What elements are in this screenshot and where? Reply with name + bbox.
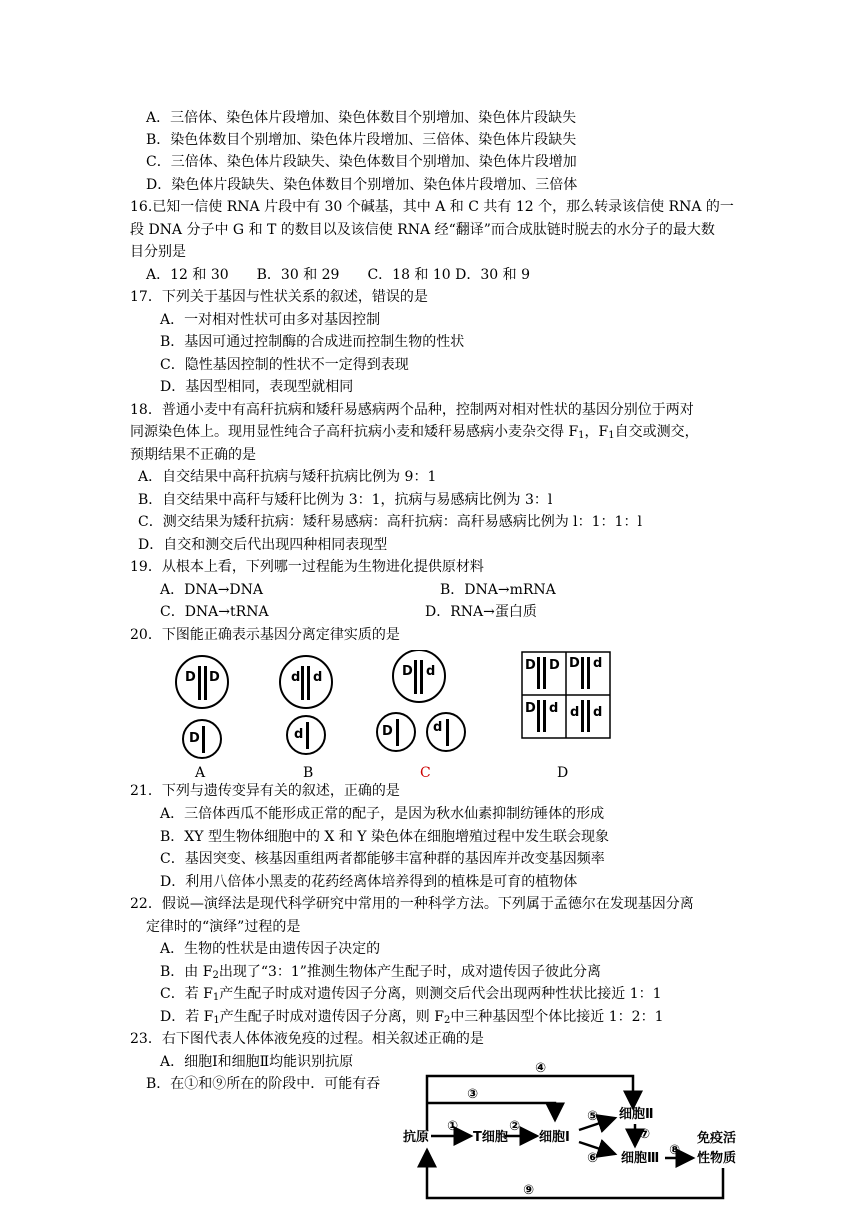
q17-option-b: B．基因可通过控制酶的合成进而控制生物的性状 (160, 334, 465, 350)
gene-label: D (569, 656, 580, 671)
gene-label: d (291, 670, 301, 685)
step-8-marker: ⑧ (669, 1143, 681, 1158)
q23-stem: 23．右下图代表人体体液免疫的过程。相关叙述正确的是 (130, 1031, 484, 1047)
q15-option-a: A．三倍体、染色体片段增加、染色体数目个别增加、染色体片段缺失 (146, 110, 577, 126)
step-3-marker: ③ (467, 1087, 479, 1102)
q16-stem-line1: 16.已知一信使 RNA 片段中有 30 个碱基，其中 A 和 C 共有 12 个，那么转录该信使 RNA 的一 (130, 199, 734, 215)
node-t-cell: T细胞 (473, 1130, 508, 1145)
node-cell-3: 细胞Ⅲ (621, 1151, 660, 1166)
q17-option-c: C．隐性基因控制的性状不一定得到表现 (160, 357, 409, 373)
q17-stem: 17．下列关于基因与性状关系的叙述，错误的是 (130, 289, 428, 305)
q15-option-c: C．三倍体、染色体片段缺失、染色体数目个别增加、染色体片段增加 (146, 154, 577, 170)
q17-option-a: A．一对相对性状可由多对基因控制 (160, 312, 381, 328)
gene-label: d (426, 664, 436, 679)
q20-label-c: C (420, 765, 431, 781)
q22-option-d: D．若 $F_1$产生配子时成对遗传因子分离，则 $F_2$中三种基因型个体比接近 1：2：1 (160, 1009, 664, 1026)
q16-stem-line2: 段 DNA 分子中 G 和 T 的数目以及该信使 RNA 经“翻译”而合成肽链时脱去的水分子的最大数 (130, 222, 715, 238)
q20-stem: 20．下图能正确表示基因分离定律实质的是 (130, 627, 400, 643)
q16-options: A．12 和 30 B．30 和 29 C．18 和 10 D．30 和 9 (146, 267, 530, 283)
q21-option-c: C．基因突变、核基因重组两者都能够丰富种群的基因库并改变基因频率 (160, 851, 605, 867)
gene-label: d (433, 720, 443, 735)
gene-label: D (549, 658, 560, 673)
q19-option-b: B．DNA→mRNA (440, 582, 556, 598)
q22-stem-line1: 22．假说—演绎法是现代科学研究中常用的一种科学方法。下列属于孟德尔在发现基因分离 (130, 896, 694, 912)
q21-option-b: B．XY 型生物体细胞中的 X 和 Y 染色体在细胞增殖过程中发生联会现象 (160, 829, 609, 845)
gene-label: d (570, 705, 580, 720)
fig-c-cell-bottom-right (427, 713, 465, 751)
q18-option-a: A．自交结果中高秆抗病与矮秆抗病比例为 9：1 (138, 469, 437, 485)
q18-option-c: C．测交结果为矮秆抗病：矮秆易感病：高秆抗病：高秆易感病比例为 l：1：1：l (138, 514, 642, 530)
q19-option-a: A．DNA→DNA (160, 582, 264, 598)
gene-label: d (549, 701, 559, 716)
step-9-marker: ⑨ (523, 1183, 535, 1198)
fig-c-cell-bottom-left (377, 713, 415, 751)
q18-option-b: B．自交结果中高秆与矮秆比例为 3：1，抗病与易感病比例为 3：l (138, 492, 553, 508)
node-cell-2: 细胞Ⅱ (619, 1107, 654, 1122)
step-6-marker: ⑥ (587, 1151, 599, 1166)
q20-label-b: B (303, 765, 314, 781)
fig-b-cell-top (280, 656, 332, 708)
gene-label: D (189, 731, 200, 746)
gene-label: d (313, 670, 323, 685)
immune-flow-diagram (395, 1058, 755, 1208)
fig-d-grid (522, 652, 610, 738)
node-active-substance-1: 免疫活 (697, 1131, 737, 1146)
gene-label: D (209, 670, 220, 685)
q21-option-a: A．三倍体西瓜不能形成正常的配子，是因为秋水仙素抑制纺锤体的形成 (160, 806, 605, 822)
q21-stem: 21．下列与遗传变异有关的叙述，正确的是 (130, 783, 400, 799)
step-2-marker: ② (509, 1119, 521, 1134)
fig-a-cell-top (176, 656, 228, 708)
fig-c-cell-top (393, 650, 445, 702)
q15-option-d: D．染色体片段缺失、染色体数目个别增加、染色体片段增加、三倍体 (146, 177, 578, 193)
q20-label-d: D (557, 765, 569, 781)
q16-stem-line3: 目分别是 (130, 244, 186, 260)
gene-label: D (402, 664, 413, 679)
gene-label: D (525, 658, 536, 673)
gene-label: d (593, 705, 603, 720)
node-active-substance-2: 性物质 (697, 1151, 737, 1166)
node-cell-1: 细胞Ⅰ (539, 1130, 570, 1145)
q20-label-a: A (195, 765, 206, 781)
step-5-marker: ⑤ (587, 1109, 599, 1124)
step-4-marker: ④ (535, 1061, 547, 1076)
q21-option-d: D．利用八倍体小黑麦的花药经离体培养得到的植株是可育的植物体 (160, 874, 578, 890)
q19-stem: 19．从根本上看，下列哪一过程能为生物进化提供原材料 (130, 559, 484, 575)
q23-option-a: A．细胞Ⅰ和细胞Ⅱ均能识别抗原 (160, 1054, 354, 1070)
gene-label: D (185, 670, 196, 685)
fig-a-cell-bottom (183, 720, 221, 758)
q18-stem-line1: 18．普通小麦中有高秆抗病和矮秆易感病两个品种，控制两对相对性状的基因分别位于两对 (130, 402, 694, 418)
q18-stem-line3: 预期结果不正确的是 (130, 447, 256, 463)
q22-option-b: B．由 $F_2$出现了“3：1”推测生物体产生配子时，成对遗传因子彼此分离 (160, 964, 601, 981)
q20-figure (170, 650, 620, 770)
q22-stem-line2: 定律时的“演绎”过程的是 (146, 919, 301, 935)
fig-b-cell-bottom (287, 716, 325, 754)
q22-option-c: C．若 $F_1$产生配子时成对遗传因子分离，则测交后代会出现两种性状比接近 1：1 (160, 986, 662, 1003)
gene-label: D (382, 724, 393, 739)
step-7-marker: ⑦ (639, 1127, 651, 1142)
q15-option-b: B．染色体数目个别增加、染色体片段增加、三倍体、染色体片段缺失 (146, 132, 577, 148)
node-antigen: 抗原 (403, 1130, 430, 1145)
gene-label: d (593, 656, 603, 671)
q22-option-a: A．生物的性状是由遗传因子决定的 (160, 941, 381, 957)
gene-label: d (294, 727, 304, 742)
step-1-marker: ① (447, 1119, 459, 1134)
q23-option-b: B．在①和⑨所在的阶段中．可能有吞 (146, 1076, 381, 1092)
q18-option-d: D．自交和测交后代出现四种相同表现型 (138, 537, 388, 553)
q19-option-c: C．DNA→tRNA (160, 604, 269, 620)
q17-option-d: D．基因型相同，表现型就相同 (160, 379, 354, 395)
q19-option-d: D．RNA→蛋白质 (425, 604, 537, 620)
q18-stem-line2: 同源染色体上。现用显性纯合子高秆抗病小麦和矮秆易感病小麦杂交得 $F_1$，$F_1$自交或测交， (130, 424, 699, 441)
gene-label: D (525, 701, 536, 716)
